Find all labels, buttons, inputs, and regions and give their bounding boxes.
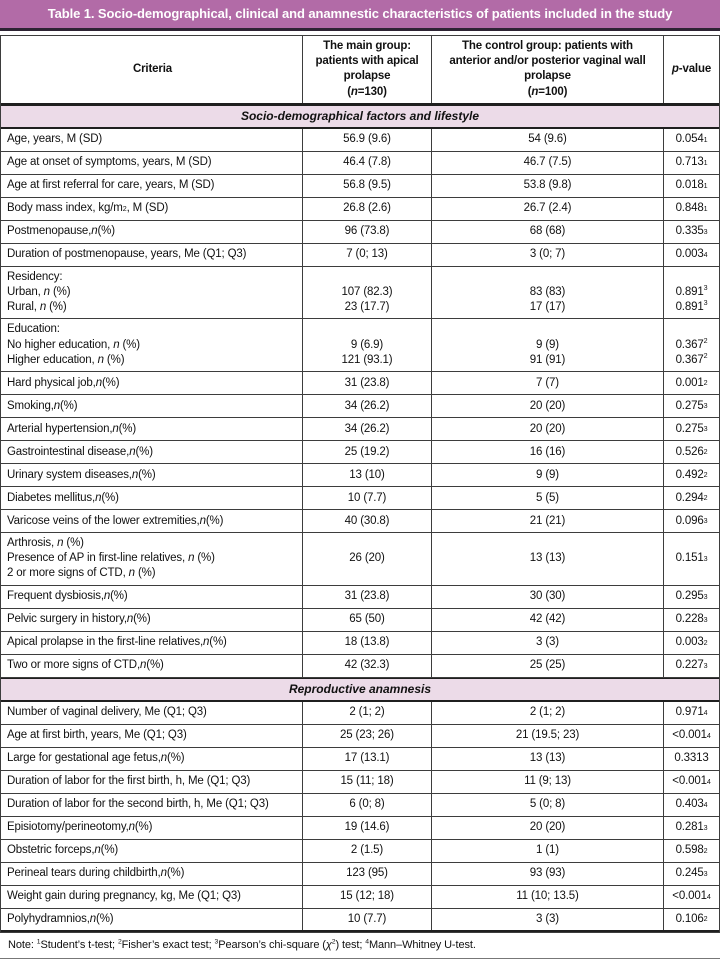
cell-criteria: Age at onset of symptoms, years, M (SD) xyxy=(7,156,212,169)
column-header-criteria: Criteria xyxy=(132,62,173,75)
table-row xyxy=(1,510,719,533)
cell-line: 9 (9) xyxy=(536,338,559,351)
cell-main-group: 25 (19.2) xyxy=(302,441,431,463)
cell-criteria: Gastrointestinal disease, n (%) xyxy=(7,445,153,458)
table-row xyxy=(1,395,719,418)
table-row xyxy=(1,863,719,886)
cell-criteria xyxy=(1,533,302,585)
cell-main-group: 18 (13.8) xyxy=(302,632,431,654)
section-heading: Socio-demographical factors and lifestyle xyxy=(1,105,719,129)
cell-control-group: 5 (5) xyxy=(431,487,663,509)
table-footnote: Note: $^1$Student’s t-test; $^2$Fisher’s exact test; $^3$Pearson’s chi-square $(\chi^2)$ test; $^4$Mann–Whitney U-test. xyxy=(0,933,720,959)
cell-control-group: 3 (3) xyxy=(431,632,663,654)
cell-p-value: 0.3313 xyxy=(663,748,719,770)
cell-line: The main group: xyxy=(323,40,411,52)
cell-criteria: Age, years, M (SD) xyxy=(7,133,103,146)
cell-line: (n=130) xyxy=(347,85,387,98)
cell-main-group xyxy=(302,319,431,371)
cell-main-group: 2 (1.5) xyxy=(302,840,431,862)
cell-control-group: 13 (13) xyxy=(431,533,663,585)
cell-p-value: <0.001 4 xyxy=(663,725,719,747)
cell-criteria: Varicose veins of the lower extremities, n (%) xyxy=(7,514,224,527)
cell-criteria: Age at first referral for care, years, M (SD) xyxy=(7,179,215,192)
cell-criteria: Number of vaginal delivery, Me (Q1; Q3) xyxy=(7,706,207,719)
table-title: Table 1. Socio-demographical, clinical and anamnestic characteristics of patients included in the study xyxy=(0,0,720,31)
cell-line xyxy=(436,322,659,337)
table-row xyxy=(1,609,719,632)
table-row xyxy=(1,464,719,487)
table-header-row xyxy=(1,35,719,105)
cell-criteria: Diabetes mellitus, n (%) xyxy=(7,491,119,504)
table-row xyxy=(1,198,719,221)
cell-control-group: 54 (9.6) xyxy=(431,129,663,151)
cell-control-group xyxy=(431,267,663,319)
cell-criteria: Pelvic surgery in history, n (%) xyxy=(7,613,151,626)
cell-line: prolapse xyxy=(343,70,391,83)
cell-main-group: 96 (73.8) xyxy=(302,221,431,243)
cell-main-group: 6 (0; 8) xyxy=(302,794,431,816)
cell-line: Residency: xyxy=(7,270,63,283)
cell-line: 17 (17) xyxy=(529,301,566,314)
table-row xyxy=(1,267,719,320)
cell-main-group: 34 (26.2) xyxy=(302,395,431,417)
table-row xyxy=(1,372,719,395)
cell-line: patients with apical xyxy=(315,55,419,68)
table-body xyxy=(1,105,719,932)
cell-line: Education: xyxy=(7,323,60,336)
cell-control-group: 42 (42) xyxy=(431,609,663,631)
cell-control-group: 21 (21) xyxy=(431,510,663,532)
cell-p-value: 0.151 3 xyxy=(663,533,719,585)
table-row xyxy=(1,418,719,441)
cell-line: No higher education, n (%) xyxy=(7,338,140,351)
cell-control-group: 46.7 (7.5) xyxy=(431,152,663,174)
cell-control-group: 93 (93) xyxy=(431,863,663,885)
cell-p-value: 0.275 3 xyxy=(663,418,719,440)
cell-line: 121 (93.1) xyxy=(341,353,393,366)
cell-p-value: 0.106 2 xyxy=(663,909,719,930)
cell-criteria: Obstetric forceps, n (%) xyxy=(7,844,119,857)
cell-control-group: 13 (13) xyxy=(431,748,663,770)
cell-control-group: 1 (1) xyxy=(431,840,663,862)
cell-p-value: 0.227 3 xyxy=(663,655,719,677)
cell-p-value: 0.848 1 xyxy=(663,198,719,220)
cell-control-group: 9 (9) xyxy=(431,464,663,486)
cell-p-value: 0.713 1 xyxy=(663,152,719,174)
cell-control-group: 20 (20) xyxy=(431,395,663,417)
table-row xyxy=(1,655,719,678)
cell-p-value: <0.001 4 xyxy=(663,886,719,908)
cell-line xyxy=(307,322,427,337)
table-row xyxy=(1,244,719,267)
cell-control-group: 68 (68) xyxy=(431,221,663,243)
table-row xyxy=(1,886,719,909)
cell-main-group: 10 (7.7) xyxy=(302,909,431,930)
cell-criteria: Duration of labor for the first birth, h, Me (Q1; Q3) xyxy=(7,775,251,788)
cell-main-group: 25 (23; 26) xyxy=(302,725,431,747)
table-row xyxy=(1,632,719,655)
cell-p-value: 0.281 3 xyxy=(663,817,719,839)
cell-p-value: <0.001 4 xyxy=(663,771,719,793)
cell-line xyxy=(668,322,715,337)
cell-p-value: 0.001 2 xyxy=(663,372,719,394)
cell-control-group: 11 (10; 13.5) xyxy=(431,886,663,908)
table-row xyxy=(1,771,719,794)
cell-p-value: 0.492 2 xyxy=(663,464,719,486)
cell-line xyxy=(307,270,427,285)
cell-line: The control group: patients with xyxy=(462,40,633,52)
cell-line: 0.367$^2$ xyxy=(675,352,708,366)
cell-criteria: Apical prolapse in the first-line relatives, n (%) xyxy=(7,636,227,649)
cell-p-value: 0.054 1 xyxy=(663,129,719,151)
cell-control-group: 5 (0; 8) xyxy=(431,794,663,816)
cell-main-group: 13 (10) xyxy=(302,464,431,486)
table-row xyxy=(1,725,719,748)
cell-main-group: 40 (30.8) xyxy=(302,510,431,532)
cell-line: Presence of AP in first-line relatives, n (%) xyxy=(7,552,215,565)
table-row xyxy=(1,152,719,175)
cell-criteria: Large for gestational age fetus, n (%) xyxy=(7,752,185,765)
cell-main-group: 19 (14.6) xyxy=(302,817,431,839)
cell-main-group: 123 (95) xyxy=(302,863,431,885)
cell-p-value: 0.275 3 xyxy=(663,395,719,417)
cell-control-group: 16 (16) xyxy=(431,441,663,463)
cell-criteria: Polyhydramnios, n (%) xyxy=(7,912,114,925)
cell-main-group: 56.8 (9.5) xyxy=(302,175,431,197)
table xyxy=(0,35,720,933)
column-header-control-group xyxy=(431,36,663,103)
cell-main-group: 31 (23.8) xyxy=(302,372,431,394)
cell-line xyxy=(436,270,659,285)
cell-main-group: 31 (23.8) xyxy=(302,586,431,608)
cell-p-value: 0.003 2 xyxy=(663,632,719,654)
table-row xyxy=(1,794,719,817)
cell-line: (n=100) xyxy=(527,85,568,98)
cell-control-group: 2 (1; 2) xyxy=(431,702,663,724)
cell-criteria: Smoking, n (%) xyxy=(7,399,78,412)
table-row xyxy=(1,840,719,863)
cell-main-group: 46.4 (7.8) xyxy=(302,152,431,174)
cell-line: Urban, n (%) xyxy=(7,286,71,299)
cell-criteria: Duration of labor for the second birth, h, Me (Q1; Q3) xyxy=(7,798,269,811)
cell-criteria xyxy=(1,319,302,371)
table-row xyxy=(1,319,719,372)
cell-main-group: 65 (50) xyxy=(302,609,431,631)
cell-line: 0.891$^3$ xyxy=(675,299,708,314)
table-row xyxy=(1,586,719,609)
cell-control-group: 20 (20) xyxy=(431,817,663,839)
cell-line: Higher education, n (%) xyxy=(7,353,125,366)
table-row xyxy=(1,748,719,771)
cell-p-value: 0.228 3 xyxy=(663,609,719,631)
table-row xyxy=(1,487,719,510)
cell-criteria: Two or more signs of CTD, n (%) xyxy=(7,659,164,672)
cell-main-group: 42 (32.3) xyxy=(302,655,431,677)
cell-control-group: 25 (25) xyxy=(431,655,663,677)
cell-criteria xyxy=(1,267,302,319)
cell-p-value: 0.335 3 xyxy=(663,221,719,243)
cell-main-group: 56.9 (9.6) xyxy=(302,129,431,151)
cell-control-group: 30 (30) xyxy=(431,586,663,608)
cell-p-value: 0.003 4 xyxy=(663,244,719,266)
cell-p-value: 0.526 2 xyxy=(663,441,719,463)
cell-line xyxy=(668,270,715,285)
cell-criteria: Duration of postmenopause, years, Me (Q1; Q3) xyxy=(7,248,247,261)
cell-criteria: Arterial hypertension, n (%) xyxy=(7,422,137,435)
cell-line: anterior and/or posterior vaginal wall xyxy=(449,55,646,68)
cell-line: Arthrosis, n (%) xyxy=(7,537,84,550)
cell-p-value: 0.971 4 xyxy=(663,702,719,724)
cell-line: 2 or more signs of CTD, n (%) xyxy=(7,567,156,580)
table-row xyxy=(1,702,719,725)
cell-main-group: 7 (0; 13) xyxy=(302,244,431,266)
cell-main-group: 26 (20) xyxy=(302,533,431,585)
table-row xyxy=(1,909,719,932)
cell-p-value: 0.096 3 xyxy=(663,510,719,532)
cell-line: 107 (82.3) xyxy=(341,286,393,299)
cell-control-group xyxy=(431,319,663,371)
column-header-main-group xyxy=(302,36,431,103)
cell-criteria: Episiotomy/perineotomy, n (%) xyxy=(7,821,153,834)
cell-control-group: 26.7 (2.4) xyxy=(431,198,663,220)
cell-criteria: Weight gain during pregnancy, kg, Me (Q1; Q3) xyxy=(7,890,241,903)
cell-main-group: 34 (26.2) xyxy=(302,418,431,440)
cell-main-group: 17 (13.1) xyxy=(302,748,431,770)
section-heading: Reproductive anamnesis xyxy=(1,678,719,702)
table-row xyxy=(1,175,719,198)
cell-p-value xyxy=(663,319,719,371)
cell-control-group: 53.8 (9.8) xyxy=(431,175,663,197)
cell-line: Rural, n (%) xyxy=(7,301,67,314)
cell-criteria: Postmenopause, n (%) xyxy=(7,225,115,238)
cell-criteria: Frequent dysbiosis, n (%) xyxy=(7,590,128,603)
cell-criteria: Age at first birth, years, Me (Q1; Q3) xyxy=(7,729,187,742)
cell-criteria: Perineal tears during childbirth, n (%) xyxy=(7,867,185,880)
cell-p-value: 0.598 2 xyxy=(663,840,719,862)
cell-control-group: 20 (20) xyxy=(431,418,663,440)
cell-line: 0.367$^2$ xyxy=(675,336,708,351)
cell-main-group xyxy=(302,267,431,319)
cell-p-value: 0.018 1 xyxy=(663,175,719,197)
cell-p-value: 0.294 2 xyxy=(663,487,719,509)
cell-control-group: 11 (9; 13) xyxy=(431,771,663,793)
cell-main-group: 2 (1; 2) xyxy=(302,702,431,724)
cell-line: prolapse xyxy=(524,70,571,83)
cell-control-group: 3 (0; 7) xyxy=(431,244,663,266)
cell-control-group: 21 (19.5; 23) xyxy=(431,725,663,747)
cell-control-group: 3 (3) xyxy=(431,909,663,930)
cell-p-value: 0.245 3 xyxy=(663,863,719,885)
cell-control-group: 7 (7) xyxy=(431,372,663,394)
table-row xyxy=(1,533,719,586)
cell-main-group: 26.8 (2.6) xyxy=(302,198,431,220)
cell-criteria: Hard physical job, n (%) xyxy=(7,376,120,389)
cell-line: 91 (91) xyxy=(529,353,566,366)
cell-criteria: Urinary system diseases, n (%) xyxy=(7,468,156,481)
cell-line: 23 (17.7) xyxy=(344,301,390,314)
table-row xyxy=(1,817,719,840)
cell-line: 0.891$^3$ xyxy=(675,284,708,299)
table-row xyxy=(1,221,719,244)
cell-main-group: 15 (12; 18) xyxy=(302,886,431,908)
cell-line: 9 (6.9) xyxy=(350,338,384,351)
cell-p-value: 0.295 3 xyxy=(663,586,719,608)
cell-p-value: 0.403 4 xyxy=(663,794,719,816)
table-row xyxy=(1,129,719,152)
cell-p-value xyxy=(663,267,719,319)
cell-main-group: 15 (11; 18) xyxy=(302,771,431,793)
cell-line: 83 (83) xyxy=(529,286,566,299)
cell-criteria: Body mass index, kg/m 2 , M (SD) xyxy=(7,202,169,215)
table-row xyxy=(1,441,719,464)
cell-main-group: 10 (7.7) xyxy=(302,487,431,509)
column-header-p-value: p -value xyxy=(663,36,719,103)
